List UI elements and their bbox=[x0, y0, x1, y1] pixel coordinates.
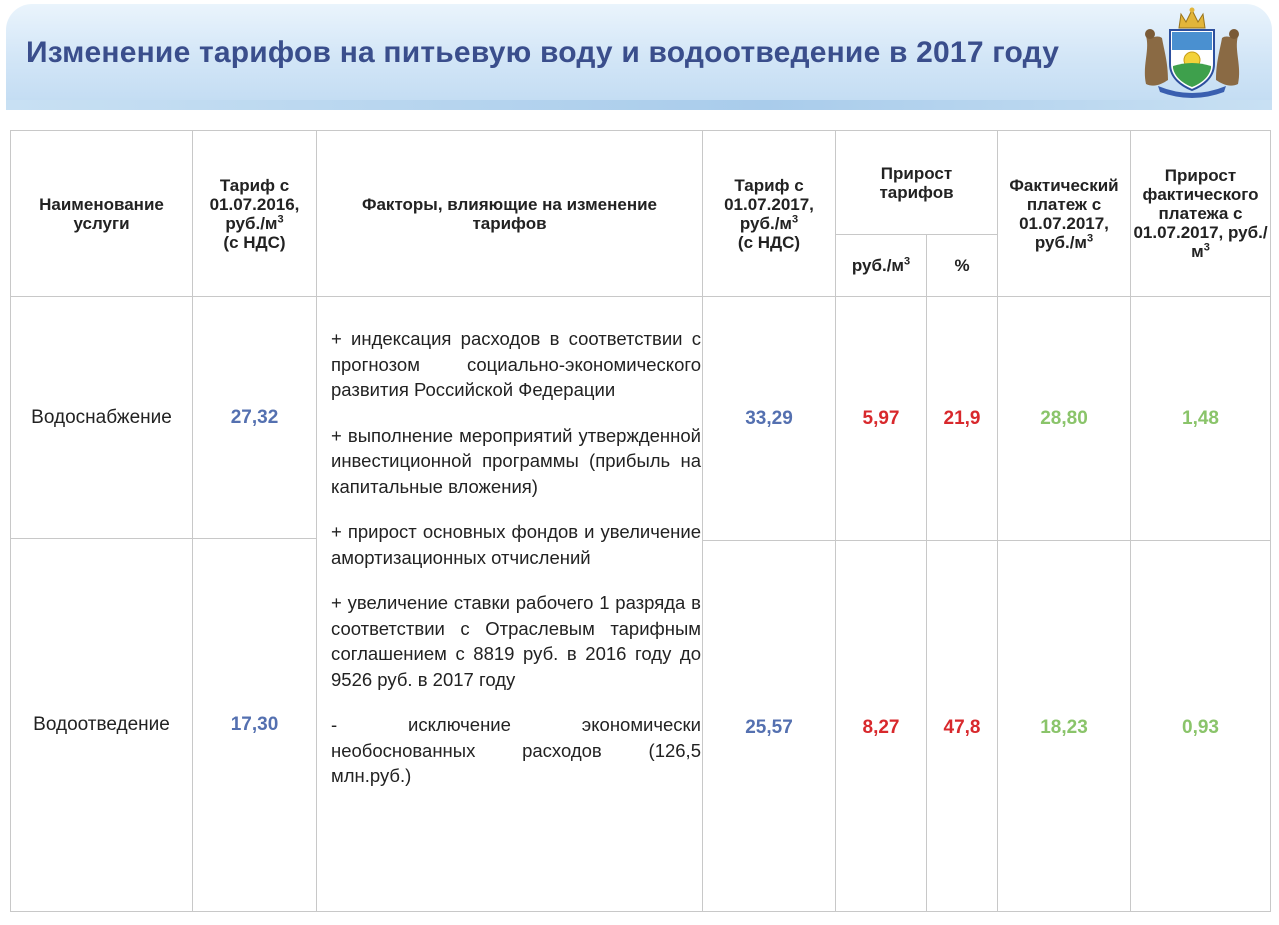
row-water-payment: 28,80 bbox=[1040, 407, 1088, 429]
header-payment: Фактический платеж с 01.07.2017, $руб./м^3$ bbox=[1009, 175, 1119, 252]
header-tariff-2016: Тариф с 01.07.2016, $руб./м^3$ (с НДС) bbox=[209, 175, 300, 252]
header-growth: Прирост тарифов bbox=[879, 163, 954, 202]
header-growth-rub: $руб./м^3$ bbox=[851, 255, 911, 275]
row-sewage-tariff-2017: 25,57 bbox=[745, 717, 793, 738]
coat-of-arms-icon bbox=[1132, 6, 1252, 98]
row-water-tariff-2016: 27,32 bbox=[230, 406, 279, 428]
row-sewage-tariff-2016: 17,30 bbox=[230, 714, 279, 735]
row-sewage-service: Водоотведение bbox=[33, 714, 170, 735]
header-payment-growth: Прирост фактического платежа с 01.07.2017, $руб./м^3$ bbox=[1133, 166, 1268, 261]
factor-item: + прирост основных фондов и увеличение амортизационных отчислений bbox=[331, 521, 701, 568]
row-sewage-growth-rub: 8,27 bbox=[862, 717, 900, 738]
factors-list bbox=[331, 326, 701, 809]
factor-item: + выполнение мероприятий утвержденной инвестиционной программы (прибыль на капитальные вложения) bbox=[331, 424, 701, 497]
row-sewage-growth-pct: 47,8 bbox=[943, 717, 981, 738]
row-water-payment-growth: 1,48 bbox=[1182, 407, 1219, 429]
row-water-tariff-2017: 33,29 bbox=[745, 407, 793, 429]
row-water-service: Водоснабжение bbox=[31, 406, 172, 428]
header-tariff-2017: Тариф с 01.07.2017, $руб./м^3$ (с НДС) bbox=[724, 175, 814, 252]
row-water-growth-rub: 5,97 bbox=[862, 407, 900, 429]
row-water-growth-pct: 21,9 bbox=[943, 407, 981, 429]
header-divider bbox=[6, 100, 1272, 110]
row-sewage-payment: 18,23 bbox=[1040, 717, 1088, 738]
factor-item: + индексация расходов в соответствии с прогнозом социально-экономического развития Российской Федерации bbox=[331, 328, 701, 400]
header-service: Наименование услуги bbox=[39, 194, 164, 233]
header-growth-pct: % bbox=[954, 256, 970, 275]
page-title: Изменение тарифов на питьевую воду и водоотведение в 2017 году bbox=[26, 36, 1060, 69]
row-sewage-payment-growth: 0,93 bbox=[1182, 717, 1219, 738]
factor-item: - исключение экономически необоснованных расходов (126,5 млн.руб.) bbox=[331, 714, 701, 786]
header-factors: Факторы, влияющие на изменение тарифов bbox=[361, 194, 658, 233]
factor-item: + увеличение ставки рабочего 1 разряда в соответствии с Отраслевым тарифным соглашением с 8819 руб. в 2016 году до 9526 руб. в 2017 году bbox=[331, 592, 701, 690]
